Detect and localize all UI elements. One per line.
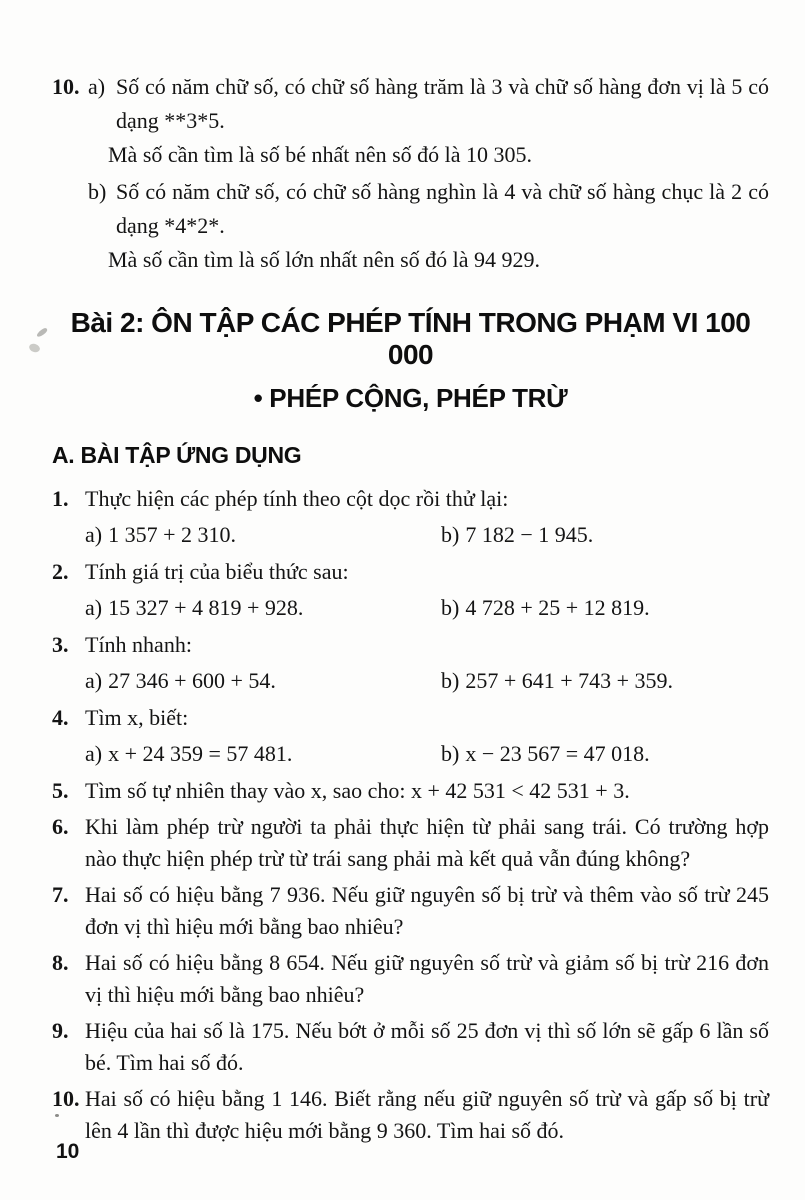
option-label: a) (85, 668, 103, 693)
exercise-text: Tìm số tự nhiên thay vào x, sao cho: x + 42 531 < 42 531 + 3. (85, 778, 630, 803)
scan-speck (55, 1114, 59, 1117)
exercise-number: 1. (52, 486, 69, 511)
answer-part-a (88, 70, 769, 138)
exercise-list (52, 483, 769, 1147)
exercise-item (52, 811, 769, 875)
part-label: a) (88, 74, 106, 99)
exercise-item (52, 702, 769, 734)
exercise-number: 2. (52, 559, 69, 584)
option-b (441, 738, 769, 770)
option-label: a) (85, 522, 103, 547)
exercise-item (52, 629, 769, 661)
answer-part-b (88, 175, 769, 243)
answers-block (52, 70, 769, 280)
exercise-text: Tính nhanh: (85, 632, 192, 657)
exercise-number: 6. (52, 814, 69, 839)
answer-item-body (88, 70, 769, 280)
option-expression: 15 327 + 4 819 + 928. (108, 595, 304, 620)
option-expression: 1 357 + 2 310. (108, 522, 237, 547)
exercise-number: 4. (52, 705, 69, 730)
exercise-item (52, 775, 769, 807)
scan-smudge (28, 342, 41, 353)
option-a (85, 665, 441, 697)
part-label: b) (88, 179, 107, 204)
option-a (85, 519, 441, 551)
section-heading: A. BÀI TẬP ỨNG DỤNG (52, 442, 302, 468)
option-b (441, 519, 769, 551)
option-expression: 27 346 + 600 + 54. (108, 668, 276, 693)
exercise-text: Hiệu của hai số là 175. Nếu bớt ở mỗi số 25 đơn vị thì số lớn sẽ gấp 6 lần số bé. Tìm hai số đó. (85, 1018, 769, 1075)
exercise-item (52, 1015, 769, 1079)
exercise-options (85, 592, 769, 624)
option-a (85, 738, 441, 770)
option-expression: 4 728 + 25 + 12 819. (465, 595, 650, 620)
exercise-text: Thực hiện các phép tính theo cột dọc rồi thử lại: (85, 486, 509, 511)
option-expression: x − 23 567 = 47 018. (465, 741, 650, 766)
exercise-item (52, 1083, 769, 1147)
part-conclusion: Mà số cần tìm là số lớn nhất nên số đó là 94 929. (108, 247, 541, 272)
exercise-item (52, 947, 769, 1011)
exercise-text: Hai số có hiệu bằng 7 936. Nếu giữ nguyên số bị trừ và thêm vào số trừ 245 đơn vị thì hiệu mới bằng bao nhiêu? (85, 882, 769, 939)
exercise-text: Hai số có hiệu bằng 1 146. Biết rằng nếu giữ nguyên số trừ và gấp số bị trừ lên 4 lần thì được hiệu mới bằng 9 360. Tìm hai số đó. (85, 1086, 769, 1143)
part-conclusion: Mà số cần tìm là số bé nhất nên số đó là 10 305. (108, 142, 533, 167)
exercise-options (85, 665, 769, 697)
option-label: a) (85, 595, 103, 620)
option-label: b) (441, 668, 460, 693)
option-a (85, 592, 441, 624)
answer-item (52, 70, 769, 280)
exercise-item (52, 556, 769, 588)
option-b (441, 665, 769, 697)
exercise-number: 7. (52, 882, 69, 907)
exercise-text: Tính giá trị của biểu thức sau: (85, 559, 349, 584)
answer-item-number: 10. (52, 74, 80, 99)
scan-smudge (36, 327, 49, 338)
exercise-number: 9. (52, 1018, 69, 1043)
exercise-text: Khi làm phép trừ người ta phải thực hiện từ phải sang trái. Có trường hợp nào thực hiện phép trừ từ trái sang phải mà kết quả vẫn đúng không? (85, 814, 769, 871)
option-label: b) (441, 741, 460, 766)
lesson-subtitle: • PHÉP CỘNG, PHÉP TRỪ (253, 383, 568, 413)
part-text: Số có năm chữ số, có chữ số hàng trăm là 3 và chữ số hàng đơn vị là 5 có dạng **3*5. (116, 74, 769, 133)
option-label: a) (85, 741, 103, 766)
lesson-title: Bài 2: ÔN TẬP CÁC PHÉP TÍNH TRONG PHẠM VI 100 000 (70, 307, 751, 370)
option-label: b) (441, 522, 460, 547)
option-expression: 257 + 641 + 743 + 359. (465, 668, 674, 693)
option-expression: 7 182 − 1 945. (465, 522, 594, 547)
option-label: b) (441, 595, 460, 620)
exercise-number: 8. (52, 950, 69, 975)
exercise-options (85, 519, 769, 551)
option-expression: x + 24 359 = 57 481. (108, 741, 293, 766)
exercise-number: 10. (52, 1086, 80, 1111)
exercise-number: 3. (52, 632, 69, 657)
page-number: 10 (56, 1140, 80, 1163)
exercise-item (52, 483, 769, 515)
exercise-text: Hai số có hiệu bằng 8 654. Nếu giữ nguyên số trừ và giảm số bị trừ 216 đơn vị thì hiệu mới bằng bao nhiêu? (85, 950, 769, 1007)
exercise-options (85, 738, 769, 770)
exercise-number: 5. (52, 778, 69, 803)
option-b (441, 592, 769, 624)
part-text: Số có năm chữ số, có chữ số hàng nghìn là 4 và chữ số hàng chục là 2 có dạng *4*2*. (116, 179, 769, 238)
exercise-text: Tìm x, biết: (85, 705, 189, 730)
exercise-item (52, 879, 769, 943)
